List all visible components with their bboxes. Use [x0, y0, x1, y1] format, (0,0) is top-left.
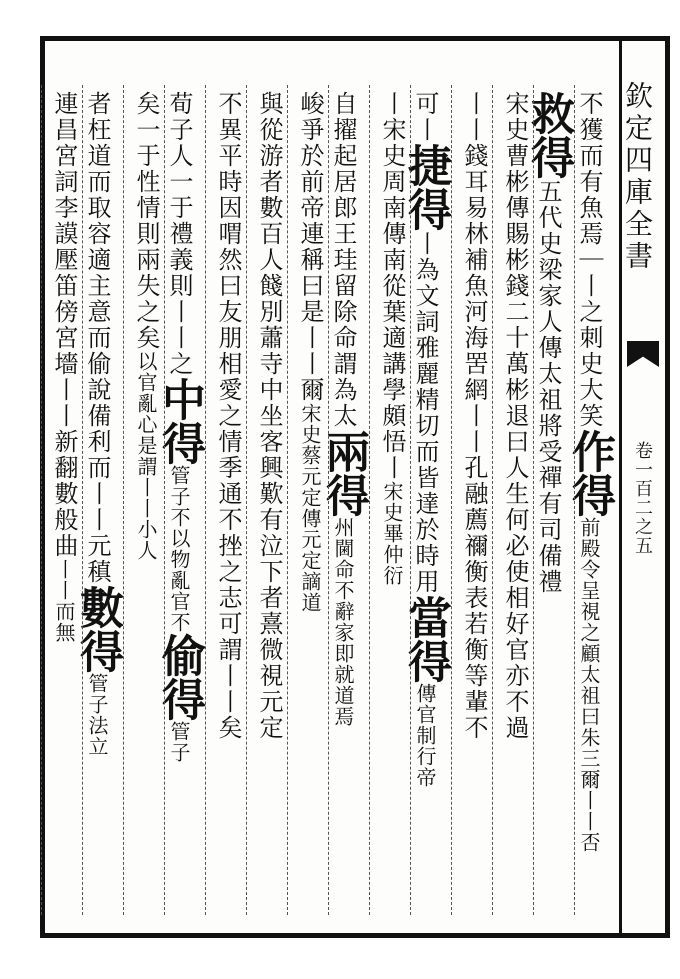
text-run: 管子法立	[85, 673, 109, 757]
column-rule	[533, 85, 534, 915]
text-run: 管子	[167, 721, 191, 763]
text-run: 丨之刺史大笑	[575, 273, 603, 429]
text-column	[48, 91, 80, 643]
page-banner	[619, 41, 665, 933]
text-run: 前殿令呈視之顧太祖曰朱三爾丨丨否	[577, 517, 601, 853]
text-column	[73, 91, 121, 757]
page-frame	[40, 36, 670, 938]
text-run: 連昌宮詞李謨壓笛傍宮墻丨丨新翻數般曲	[50, 91, 78, 559]
text-run: 峻爭於前帝連稱曰是丨丨爾	[296, 91, 324, 403]
text-run: 丨	[378, 91, 406, 117]
text-column	[565, 91, 613, 853]
column-rule	[328, 85, 329, 915]
column-rule	[164, 85, 165, 915]
text-run: 丨丨錢耳易林補魚河海罟網丨丨孔融薦禰衡表若衡等輩不	[460, 91, 488, 741]
text-run: 荀子人一于禮義則丨丨之	[165, 91, 193, 377]
column-rule	[492, 85, 493, 915]
text-run: 矣一于性情則兩失之矣	[132, 91, 160, 351]
column-rule	[451, 85, 452, 915]
text-column	[319, 91, 367, 727]
column-rule	[82, 85, 83, 915]
column-rule	[246, 85, 247, 915]
entry-headword: 兩得	[318, 429, 369, 517]
text-run: 與從游者數百人餞別蕭寺中坐客興歎有泣下者熹微視元定	[255, 91, 283, 741]
text-run: 宋史周南傳南從葉適講學頗悟丨	[378, 117, 406, 481]
text-run: 者枉道而取容適主意而偷說備利而丨丨元稹	[83, 91, 111, 585]
text-column	[155, 91, 203, 763]
text-column	[376, 91, 408, 586]
entry-headword: 當得	[400, 595, 451, 683]
text-column	[499, 91, 531, 741]
entry-headword: 數得	[72, 585, 123, 673]
volume-number: 卷一百二之五	[632, 441, 653, 555]
entry-headword: 捷得	[400, 143, 451, 231]
column-rule	[123, 85, 124, 915]
text-run: 宋史蔡元定傳元定謫道	[298, 403, 322, 613]
text-run: 宋史畢仲衍	[380, 481, 404, 586]
text-column	[212, 91, 244, 741]
text-run: 不異平時因喟然曰友朋相愛之情季通不挫之志可謂丨丨矣	[214, 91, 242, 741]
text-run: 丨丨而無	[52, 559, 76, 643]
text-column	[401, 91, 449, 788]
column-rule	[205, 85, 206, 915]
column-rule	[41, 85, 42, 915]
text-run: 不獲而有魚焉｜	[575, 91, 603, 273]
text-column	[458, 91, 490, 741]
text-run: 可丨	[411, 91, 439, 143]
text-column	[253, 91, 285, 741]
column-rule	[410, 85, 411, 915]
entry-headword: 作得	[564, 429, 615, 517]
column-rule	[369, 85, 370, 915]
entry-headword: 救得	[523, 91, 574, 179]
text-run: 丨為文詞雅麗精切而皆達於時用	[411, 231, 439, 595]
entry-headword: 偷得	[154, 633, 205, 721]
text-column	[524, 91, 572, 595]
text-run: 宋史曹彬傳賜彬錢二十萬彬退曰人生何必使相好官亦不過	[501, 91, 529, 741]
text-run: 傳官制行帝	[413, 683, 437, 788]
column-rule	[287, 85, 288, 915]
text-run: 以官亂心是謂丨丨	[134, 351, 158, 519]
book-title: 欽定四庫全書	[621, 81, 654, 273]
column-rule	[574, 85, 575, 915]
text-run: 小人	[134, 519, 158, 561]
text-run: 州閫命不辭家即就道焉	[331, 517, 355, 727]
entry-headword: 中得	[154, 377, 205, 465]
text-run: 自擢起居郎王珪留除命謂為太	[329, 91, 357, 429]
text-run: 管子不以物亂官不	[167, 465, 191, 633]
text-column	[130, 91, 162, 561]
fishtail-mark-icon	[627, 341, 659, 367]
text-column	[294, 91, 326, 613]
text-run: 五代史梁家人傳太祖將受禪有司備禮	[534, 179, 562, 595]
